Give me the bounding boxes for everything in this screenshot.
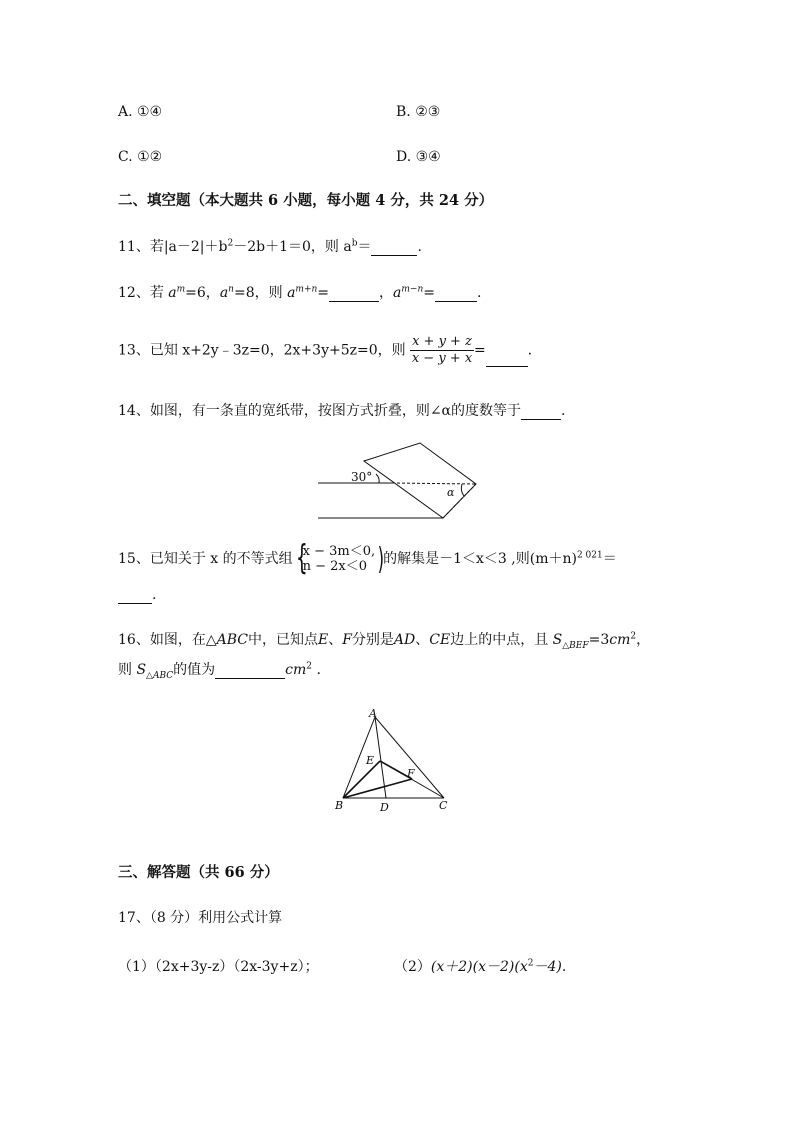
- question-16-line-1: 16、如图，在△ABC中，已知点E、F分别是AD、CE边上的中点，且 $S_{\triangle BEF}=3cm^2$，: [118, 631, 651, 651]
- option-b: B. ②③: [396, 104, 441, 120]
- angle-label-alpha: α: [447, 486, 455, 499]
- question-15-answer: .: [118, 586, 156, 604]
- fraction: $\frac{x + y + z}{x - y + x}$: [411, 334, 473, 366]
- question-12: 12、若 $a^m=6$，$a^n=8$，则 $a^{m+n}=$ ，$a^{m-n}=$ .: [118, 284, 482, 301]
- section-2-title: 二、填空题（本大题共 6 小题，每小题 4 分，共 24 分）: [118, 192, 494, 209]
- question-17-title: 17、（8 分）利用公式计算: [118, 910, 283, 926]
- answer-blank: [521, 405, 561, 420]
- point-label-d: D: [380, 801, 389, 814]
- figure-14-folded-strip: [310, 436, 490, 526]
- vertex-label-b: B: [335, 799, 344, 812]
- option-d: D. ③④: [396, 149, 441, 165]
- point-label-f: F: [407, 767, 415, 780]
- question-14: 14、如图，有一条直的宽纸带，按图方式折叠，则∠α的度数等于 .: [118, 403, 566, 419]
- option-a: A. ①④: [118, 104, 163, 120]
- vertex-label-c: C: [439, 799, 448, 812]
- answer-blank: [435, 287, 477, 302]
- question-17-part-1: （1）（2x+3y-z）（2x-3y+z）；: [118, 959, 319, 975]
- point-label-e: E: [366, 754, 375, 767]
- vertex-label-a: A: [369, 707, 377, 720]
- figure-16-triangle: [325, 705, 465, 817]
- question-15: 15、已知关于 x 的不等式组 { x − 3m＜0, n − 2x＜0 ) 的解集是－1＜x＜3 ,则$(m+n)^{2 021}=$: [118, 538, 617, 578]
- question-11: 11、若$|a-2|+b^2-2b+1=0$，则 $a^b=$ .: [118, 238, 422, 255]
- inequality-system: { x − 3m＜0, n − 2x＜0 ): [295, 538, 385, 578]
- answer-blank: [215, 664, 285, 679]
- answer-blank: [371, 241, 417, 256]
- question-13: 13、已知 x+2y﹣3z=0，2x+3y+5z=0，则 $\frac{x + y + z}{x - y + x}$ = .: [118, 334, 533, 366]
- answer-blank: [329, 287, 379, 302]
- option-c: C. ①②: [118, 149, 163, 165]
- answer-blank: [486, 352, 528, 367]
- answer-blank: [118, 589, 152, 604]
- question-16-line-2: 则 $S_{\triangle ABC}$的值为 $cm^2$ .: [118, 661, 321, 681]
- section-3-title: 三、解答题（共 66 分）: [118, 864, 279, 881]
- question-17-part-2: $(2)(x+2)(x-2)(x^2-4)$.: [394, 958, 567, 975]
- angle-label-30: 30°: [351, 470, 373, 484]
